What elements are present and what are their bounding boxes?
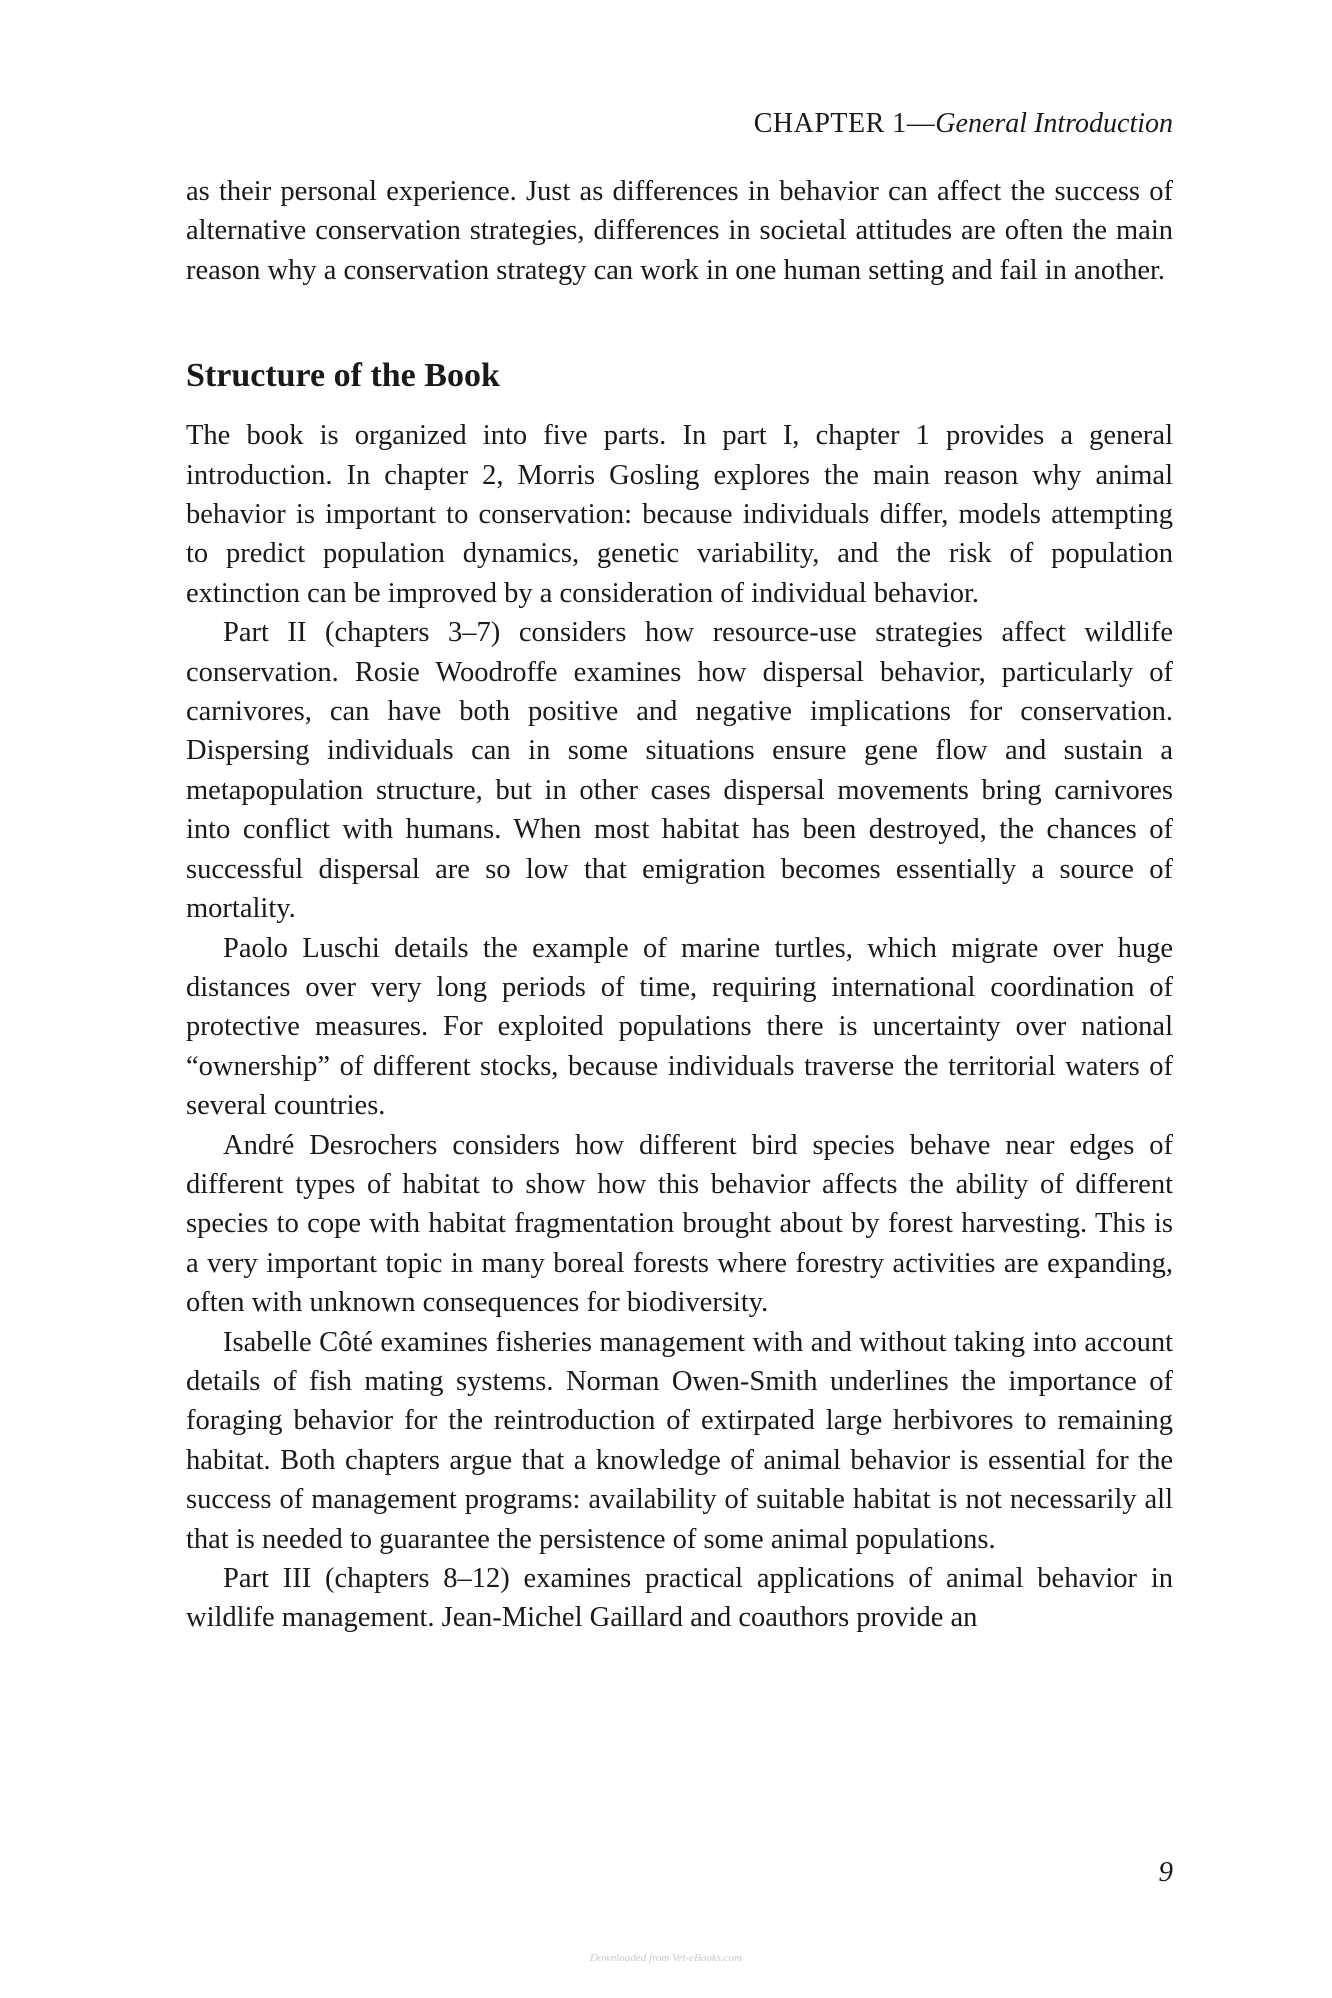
- paragraph-6: Part III (chapters 8–12) examines practical applications of animal behavior in wildlife management. Jean-Michel Gaillard and coauthors provide an: [186, 1563, 1173, 1634]
- section-heading: Structure of the Book: [186, 357, 500, 395]
- intro-paragraph: as their personal experience. Just as differences in behavior can affect the success of alternative conservation strategies, differences in societal attitudes are often the main reason why a conservation strategy can work in one human setting and fail in another.: [186, 176, 1173, 286]
- page-number: 9: [1158, 1856, 1173, 1888]
- paragraph-5: Isabelle Côté examines fisheries management with and without taking into account details of fish mating systems. Norman Owen-Smith underlines the importance of foraging behavior for the reintroduction of extirpated large herbivores to remaining habitat. Both chapters argue that a knowledge of animal behavior is essential for the success of management programs: availability of suitable habitat is not necessarily all that is needed to guarantee the persistence of some animal populations.: [186, 1326, 1173, 1555]
- running-head: [754, 104, 1173, 144]
- running-head-chapter: CHAPTER 1—: [753, 108, 936, 139]
- paragraph-4: André Desrochers considers how different bird species behave near edges of different types of habitat to show how this behavior affects the ability of different species to cope with habitat fragmentation brought about by forest harvesting. This is a very important topic in many boreal forests where forestry activities are expanding, often with unknown consequences for biodiversity.: [186, 1129, 1173, 1319]
- body-text: [186, 172, 1173, 1638]
- running-head-title: General Introduction: [935, 108, 1173, 139]
- download-watermark: Downloaded from Vet-eBooks.com: [589, 1952, 743, 1964]
- paragraph-3: Paolo Luschi details the example of marine turtles, which migrate over huge distances over very long periods of time, requiring international coordination of protective measures. For exploited populations there is uncertainty over national “ownership” of different stocks, because individuals traverse the territorial waters of several countries.: [186, 932, 1173, 1122]
- paragraph-2: Part II (chapters 3–7) considers how resource-use strategies affect wildlife conservation. Rosie Woodroffe examines how dispersal behavior, particularly of carnivores, can have both positive and negative implications for conservation. Dispersing individuals can in some situations ensure gene flow and sustain a metapopulation structure, but in other cases dispersal movements bring carnivores into conflict with humans. When most habitat has been destroyed, the chances of successful dispersal are so low that emigration becomes essentially a source of mortality.: [186, 617, 1173, 925]
- paragraph-1: The book is organized into five parts. In part I, chapter 1 provides a general introduction. In chapter 2, Morris Gosling explores the main reason why animal behavior is important to conservation: because individuals differ, models attempting to predict population dynamics, genetic variability, and the risk of population extinction can be improved by a consideration of individual behavior.: [186, 420, 1173, 609]
